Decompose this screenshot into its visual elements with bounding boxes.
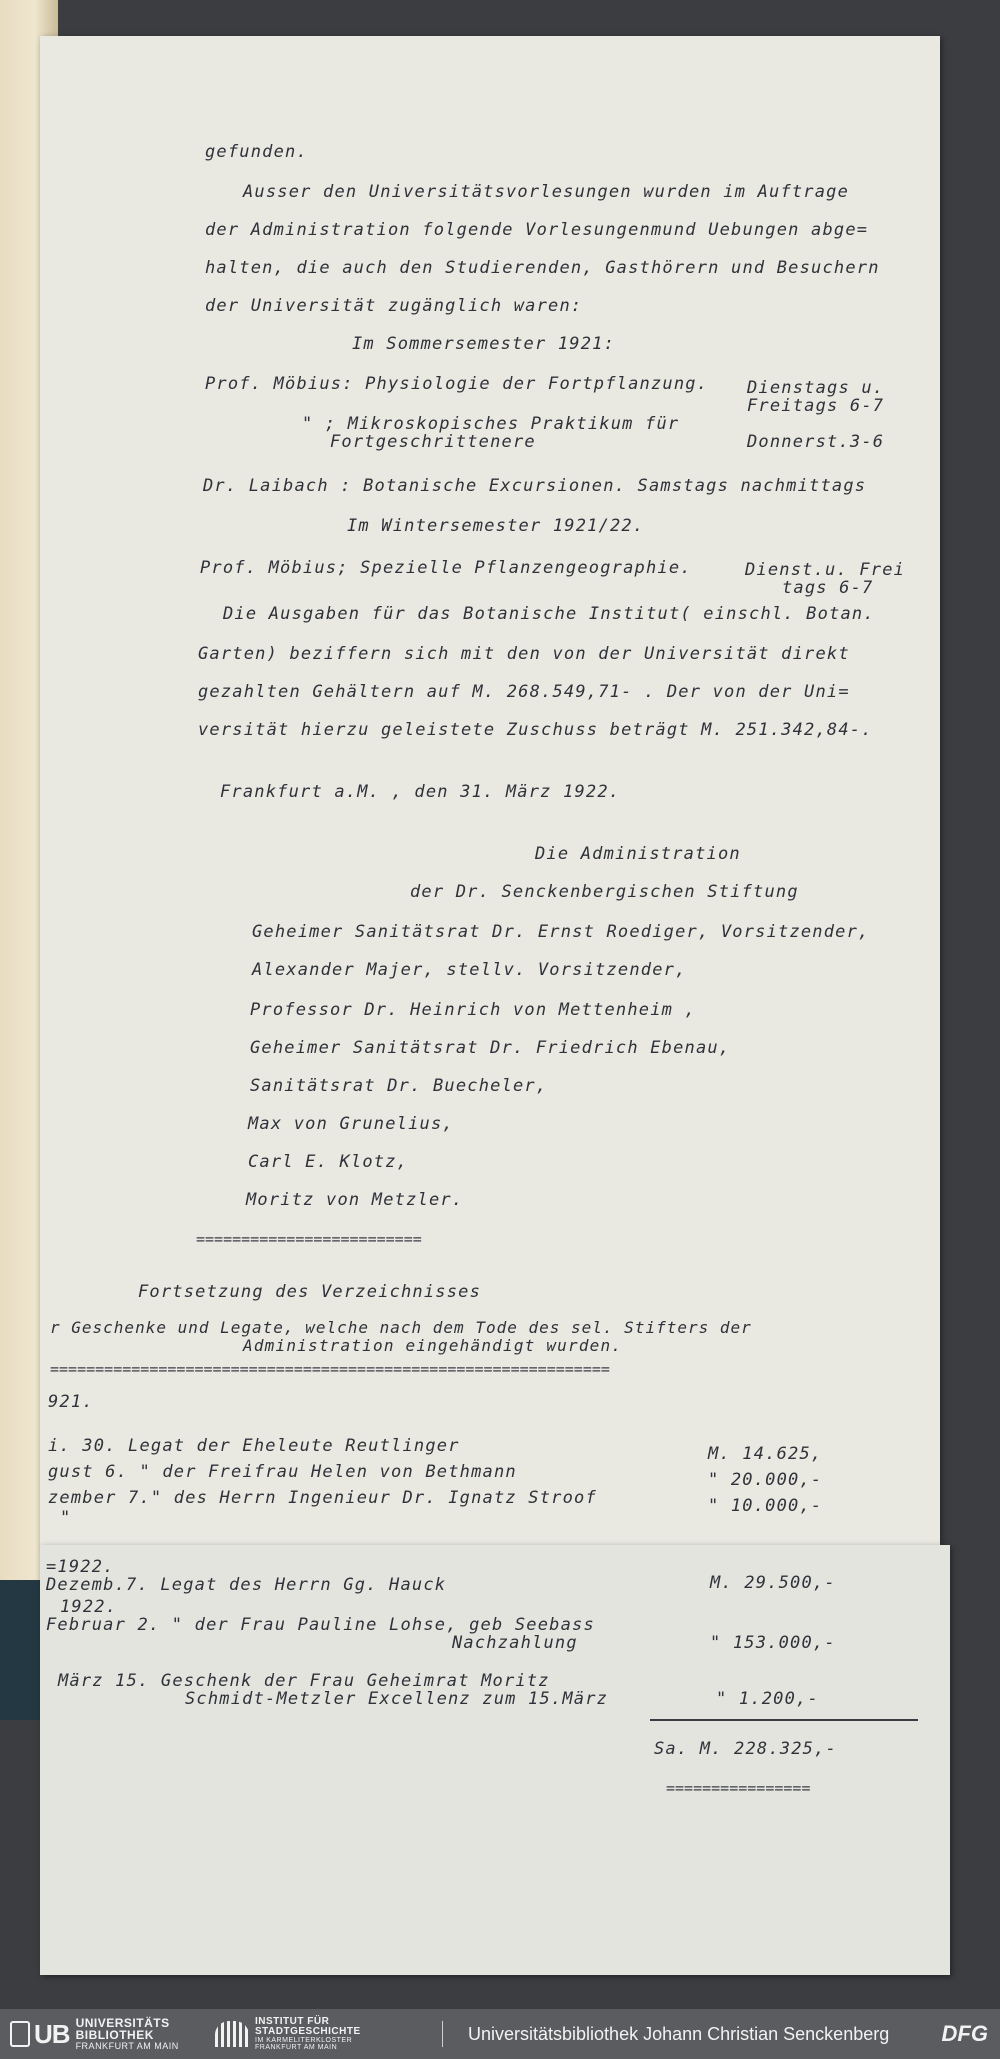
ifs-logo[interactable] (215, 2016, 361, 2051)
separator-rule: ============================================================== (50, 1360, 610, 1378)
dfg-logo[interactable]: DFG (941, 2021, 988, 2046)
footer-divider (442, 2021, 443, 2047)
separator-rule: ================ (666, 1779, 811, 1797)
ledger-amount: " 10.000,- (708, 1496, 823, 1516)
text-line: Prof. Möbius: Physiologie der Fortpflanzung. (205, 374, 709, 394)
book-icon (10, 2021, 30, 2047)
text-line: Freitags 6-7 (747, 396, 885, 416)
signatory: Sanitätsrat Dr. Buecheler, (250, 1076, 548, 1096)
text-line: Prof. Möbius; Spezielle Pflanzengeographie. (200, 558, 692, 578)
text-line: " ; Mikroskopisches Praktikum für (302, 414, 680, 434)
ledger-entry: März 15. Geschenk der Frau Geheimrat Moritz (58, 1671, 550, 1691)
ledger-amount: " 153.000,- (710, 1633, 836, 1653)
ledger-entry: Schmidt-Metzler Excellenz zum 15.März (185, 1689, 609, 1709)
text-line: versität hierzu geleistete Zuschuss beträgt M. 251.342,84-. (198, 720, 873, 740)
year-label: =1922. (46, 1557, 115, 1577)
signatory: Max von Grunelius, (248, 1114, 454, 1134)
cloister-icon (215, 2021, 249, 2047)
separator-rule: ========================= (196, 1230, 422, 1248)
text-line: r Geschenke und Legate, welche nach dem Tode des sel. Stifters der (50, 1318, 752, 1337)
ledger-entry: Februar 2. " der Frau Pauline Lohse, geb Seebass (46, 1615, 595, 1635)
ledger-entry: Dezemb.7. Legat des Herrn Gg. Hauck (46, 1575, 447, 1595)
section-heading: Fortsetzung des Verzeichnisses (138, 1282, 482, 1302)
ledger-total: Sa. M. 228.325,- (654, 1739, 837, 1759)
section-heading: Im Wintersemester 1921/22. (347, 516, 645, 536)
ifs-logo-text: INSTITUT FÜR STADTGESCHICHTE IM KARMELITERKLOSTER FRANKFURT AM MAIN (255, 2016, 361, 2051)
ledger-amount: " 20.000,- (708, 1470, 823, 1490)
text-line: tags 6-7 (782, 578, 874, 598)
text-line: Fortgeschrittenere (330, 432, 536, 452)
text-line: Ausser den Universitätsvorlesungen wurden im Auftrage (243, 182, 850, 202)
section-heading: Im Sommersemester 1921: (352, 334, 616, 354)
ub-logo[interactable] (10, 2016, 179, 2051)
ub-mark: UB (34, 2018, 70, 2049)
ledger-amount: M. 14.625, (708, 1444, 823, 1464)
year-label: 1922. (60, 1597, 118, 1617)
signatory: Moritz von Metzler. (246, 1190, 464, 1210)
signatory: Alexander Majer, stellv. Vorsitzender, (252, 960, 687, 980)
text-line: halten, die auch den Studierenden, Gasthörern und Besuchern (205, 258, 880, 278)
text-line: Administration eingehändigt wurden. (243, 1336, 623, 1355)
text-line: Dr. Laibach : Botanische Excursionen. Samstags nachmittags (203, 476, 867, 496)
ledger-entry: zember 7." des Herrn Ingenieur Dr. Ignatz Stroof (48, 1488, 597, 1508)
text-line: Die Administration (535, 844, 741, 864)
ditto-mark: " (60, 1508, 72, 1528)
year-label: 921. (48, 1392, 94, 1412)
text-line: der Dr. Senckenbergischen Stiftung (410, 882, 799, 902)
ledger-entry: gust 6. " der Freifrau Helen von Bethmann (48, 1462, 517, 1482)
text-line: der Administration folgende Vorlesungenmund Uebungen abge= (205, 220, 869, 240)
book-binding (0, 1580, 40, 1720)
text-line: gezahlten Gehältern auf M. 268.549,71- . Der von der Uni= (198, 682, 850, 702)
ledger-amount: M. 29.500,- (710, 1573, 836, 1593)
text-line: der Universität zugänglich waren: (205, 296, 583, 316)
footer-title: Universitätsbibliothek Johann Christian Senckenberg (468, 2024, 890, 2044)
pasted-slip (40, 1545, 950, 1975)
text-line: Dienstags u. (747, 378, 885, 398)
text-line: Donnerst.3-6 (747, 432, 885, 452)
text-line: Die Ausgaben für das Botanische Institut( einschl. Botan. (223, 604, 875, 624)
ledger-entry: i. 30. Legat der Eheleute Reutlinger (48, 1436, 460, 1456)
footer-bar (0, 2009, 1000, 2059)
signatory: Geheimer Sanitätsrat Dr. Friedrich Ebenau, (250, 1038, 731, 1058)
ledger-amount: " 1.200,- (716, 1689, 819, 1709)
sum-underline (650, 1719, 918, 1721)
text-line: Garten) beziffern sich mit den von der Universität direkt (198, 644, 850, 664)
document-page (40, 36, 940, 1546)
ub-logo-text: UNIVERSITÄTS BIBLIOTHEK FRANKFURT AM MAIN (75, 2016, 179, 2051)
ledger-entry: Nachzahlung (452, 1633, 578, 1653)
date-line: Frankfurt a.M. , den 31. März 1922. (220, 782, 621, 802)
signatory: Carl E. Klotz, (248, 1152, 409, 1172)
text-line: Dienst.u. Frei (745, 560, 906, 580)
signatory: Geheimer Sanitätsrat Dr. Ernst Roediger, Vorsitzender, (252, 922, 870, 942)
signatory: Professor Dr. Heinrich von Mettenheim , (250, 1000, 696, 1020)
text-line: gefunden. (205, 142, 308, 162)
